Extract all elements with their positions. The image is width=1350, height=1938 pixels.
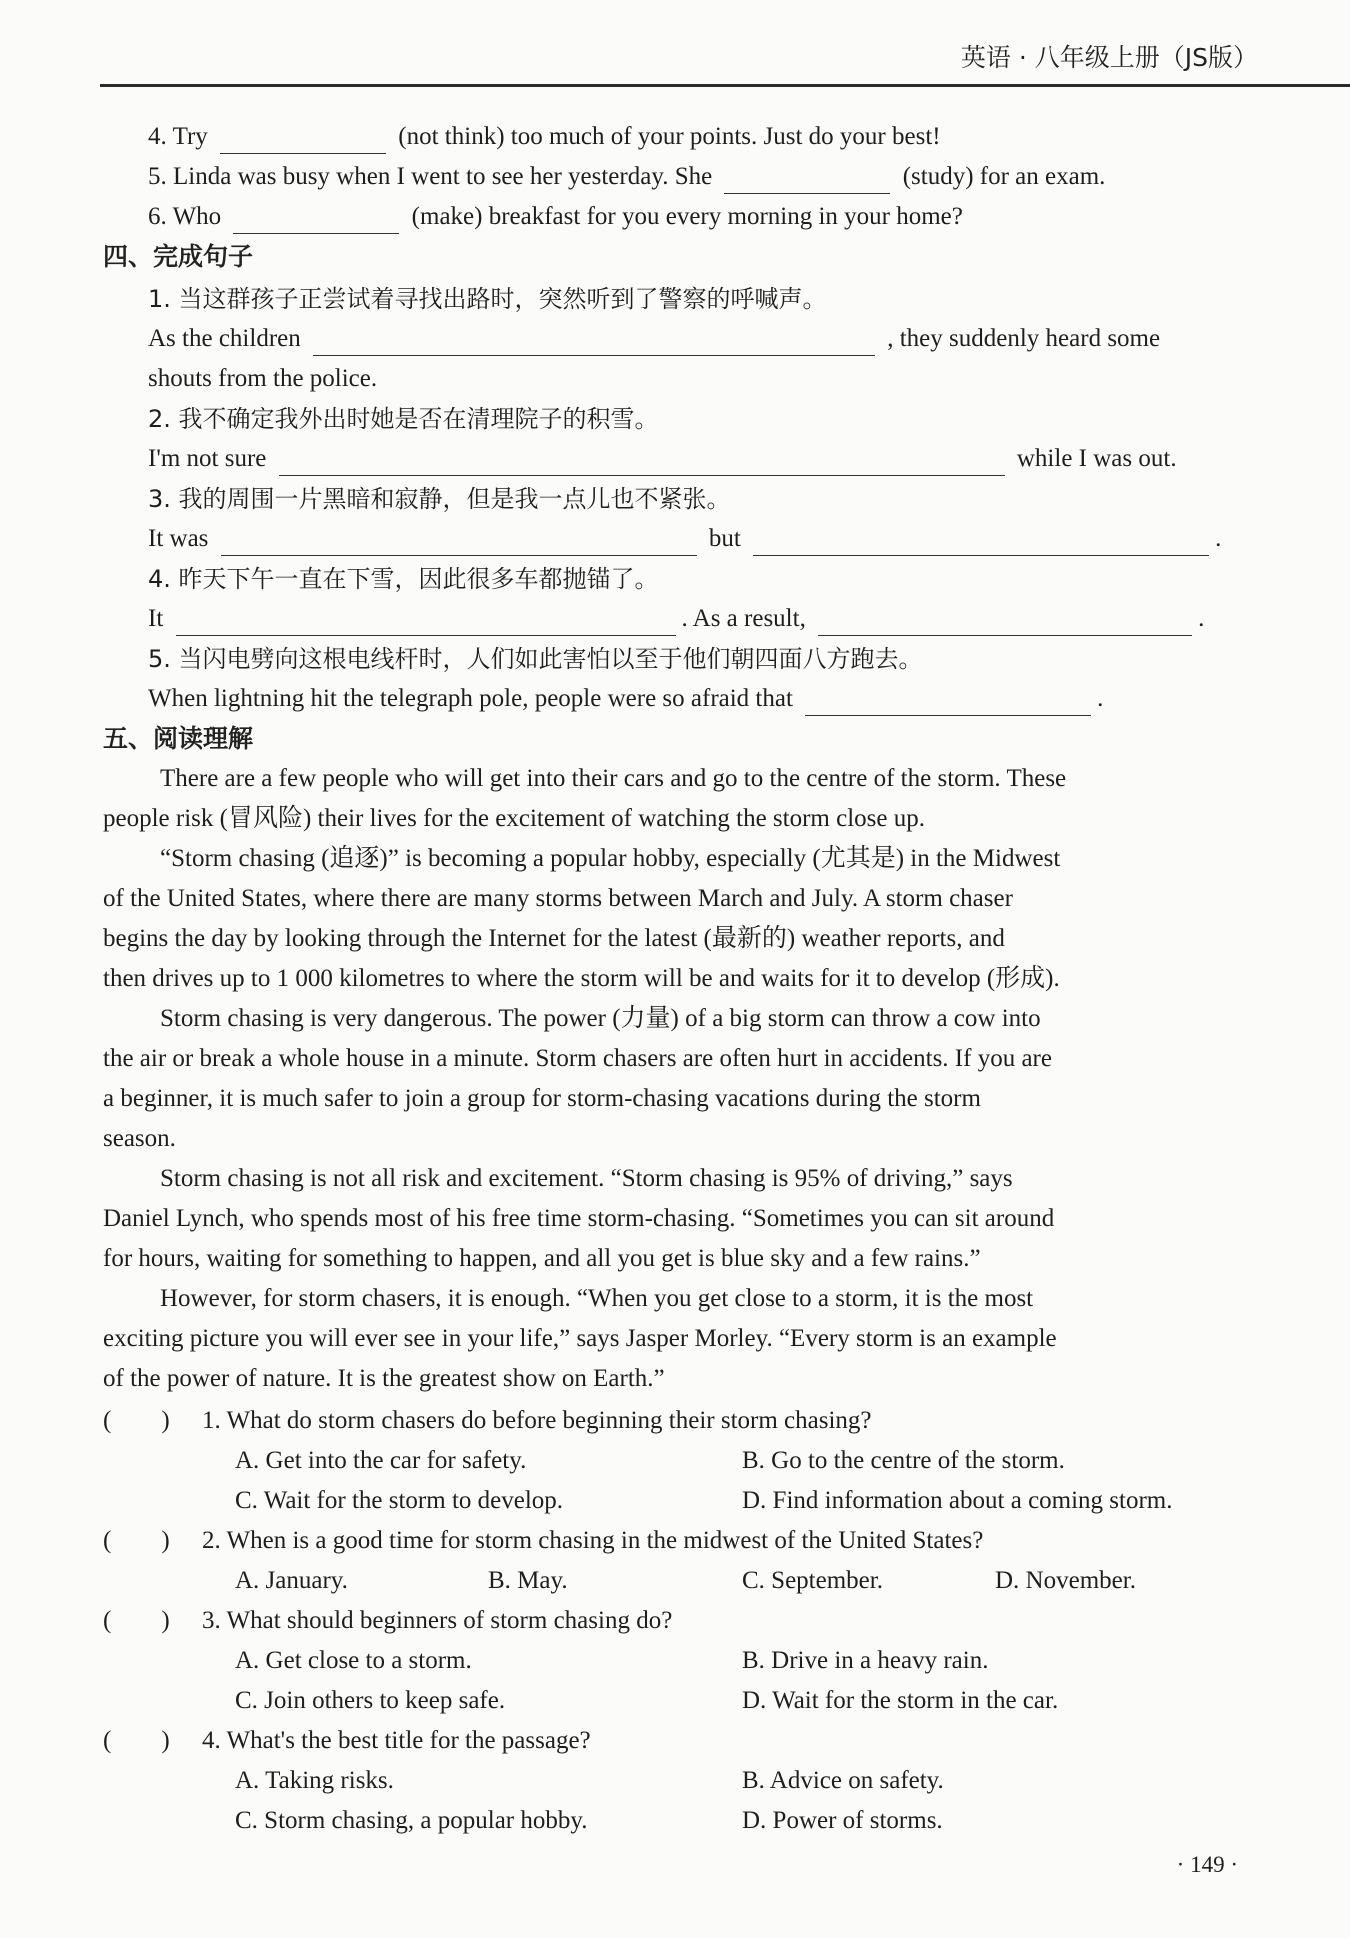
passage-line: season. xyxy=(103,1125,176,1152)
option-b[interactable]: B. Advice on safety. xyxy=(742,1767,944,1794)
sentence-3-english: It was but . xyxy=(148,522,1258,556)
passage-line: There are a few people who will get into their cars and go to the centre of the storm. These xyxy=(160,765,1067,792)
section-5-heading: 五、阅读理解 xyxy=(103,724,254,753)
sentence-4-english: It . As a result, . xyxy=(148,602,1258,636)
sentence-5-chinese: 5. 当闪电劈向这根电线杆时，人们如此害怕以至于他们朝四面八方跑去。 xyxy=(148,645,923,673)
sentence-2-chinese: 2. 我不确定我外出时她是否在清理院子的积雪。 xyxy=(148,405,659,433)
answer-blank[interactable] xyxy=(753,529,1209,556)
answer-blank[interactable] xyxy=(279,449,1005,476)
passage-line: Storm chasing is very dangerous. The power (力量) of a big storm can throw a cow into xyxy=(160,1005,1041,1032)
passage-line: of the United States, where there are many storms between March and July. A storm chaser xyxy=(103,885,1013,912)
passage-line: the air or break a whole house in a minute. Storm chasers are often hurt in accidents. If you are xyxy=(103,1045,1052,1072)
option-d[interactable]: D. Find information about a coming storm. xyxy=(742,1487,1173,1514)
passage-line: exciting picture you will ever see in your life,” says Jasper Morley. “Every storm is an example xyxy=(103,1325,1057,1352)
sentence-5-english: When lightning hit the telegraph pole, people were so afraid that . xyxy=(148,682,1258,716)
answer-blank[interactable] xyxy=(724,167,890,194)
answer-blank[interactable] xyxy=(221,529,697,556)
fill-item-6: 6. Who (make) breakfast for you every morning in your home? xyxy=(148,200,1258,234)
option-a[interactable]: A. January. xyxy=(235,1567,348,1594)
option-b[interactable]: B. Drive in a heavy rain. xyxy=(742,1647,989,1674)
passage-line: However, for storm chasers, it is enough. “When you get close to a storm, it is the most xyxy=(160,1285,1034,1312)
answer-blank[interactable] xyxy=(176,609,676,636)
option-b[interactable]: B. Go to the centre of the storm. xyxy=(742,1447,1065,1474)
sentence-1-english-cont: shouts from the police. xyxy=(148,365,378,392)
option-b[interactable]: B. May. xyxy=(488,1567,568,1594)
fill-item-5: 5. Linda was busy when I went to see her yesterday. She (study) for an exam. xyxy=(148,160,1258,194)
sentence-2-english: I'm not sure while I was out. xyxy=(148,442,1258,476)
option-a[interactable]: A. Get into the car for safety. xyxy=(235,1447,527,1474)
option-c[interactable]: C. September. xyxy=(742,1567,883,1594)
passage-line: for hours, waiting for something to happen, and all you get is blue sky and a few rains.” xyxy=(103,1245,981,1272)
answer-blank[interactable] xyxy=(233,207,399,234)
question-text: 4. What's the best title for the passage? xyxy=(202,1727,591,1754)
answer-bracket[interactable]: ( ) xyxy=(103,1407,170,1434)
answer-blank[interactable] xyxy=(220,127,386,154)
option-d[interactable]: D. Power of storms. xyxy=(742,1807,943,1834)
answer-bracket[interactable]: ( ) xyxy=(103,1607,170,1634)
option-d[interactable]: D. Wait for the storm in the car. xyxy=(742,1687,1059,1714)
passage-line: Storm chasing is not all risk and excitement. “Storm chasing is 95% of driving,” says xyxy=(160,1165,1013,1192)
section-4-heading: 四、完成句子 xyxy=(103,242,254,271)
passage-line: begins the day by looking through the Internet for the latest (最新的) weather reports, and xyxy=(103,925,1005,952)
option-a[interactable]: A. Get close to a storm. xyxy=(235,1647,472,1674)
passage-line: then drives up to 1 000 kilometres to where the storm will be and waits for it to develop (形成). xyxy=(103,965,1060,992)
passage-line: a beginner, it is much safer to join a group for storm-chasing vacations during the storm xyxy=(103,1085,981,1112)
answer-blank[interactable] xyxy=(818,609,1192,636)
question-text: 2. When is a good time for storm chasing in the midwest of the United States? xyxy=(202,1527,984,1554)
option-a[interactable]: A. Taking risks. xyxy=(235,1767,394,1794)
passage-line: of the power of nature. It is the greatest show on Earth.” xyxy=(103,1365,665,1392)
sentence-3-chinese: 3. 我的周围一片黑暗和寂静，但是我一点儿也不紧张。 xyxy=(148,485,731,513)
question-text: 3. What should beginners of storm chasing do? xyxy=(202,1607,673,1634)
passage-line: Daniel Lynch, who spends most of his free time storm-chasing. “Sometimes you can sit around xyxy=(103,1205,1055,1232)
page-header xyxy=(100,28,1350,87)
sentence-1-english: As the children , they suddenly heard some xyxy=(148,322,1258,356)
header-title: 英语 · 八年级上册（JS版） xyxy=(960,43,1258,72)
fill-item-4: 4. Try (not think) too much of your points. Just do your best! xyxy=(148,120,1258,154)
option-d[interactable]: D. November. xyxy=(995,1567,1136,1594)
option-c[interactable]: C. Wait for the storm to develop. xyxy=(235,1487,564,1514)
answer-blank[interactable] xyxy=(313,329,875,356)
sentence-4-chinese: 4. 昨天下午一直在下雪，因此很多车都抛锚了。 xyxy=(148,565,659,593)
answer-bracket[interactable]: ( ) xyxy=(103,1727,170,1754)
option-c[interactable]: C. Join others to keep safe. xyxy=(235,1687,506,1714)
page-number: · 149 · xyxy=(1176,1852,1238,1877)
passage-line: “Storm chasing (追逐)” is becoming a popular hobby, especially (尤其是) in the Midwest xyxy=(160,845,1061,872)
passage-line: people risk (冒风险) their lives for the excitement of watching the storm close up. xyxy=(103,805,925,832)
question-text: 1. What do storm chasers do before beginning their storm chasing? xyxy=(202,1407,872,1434)
answer-blank[interactable] xyxy=(805,689,1091,716)
sentence-1-chinese: 1. 当这群孩子正尝试着寻找出路时，突然听到了警察的呼喊声。 xyxy=(148,285,827,313)
answer-bracket[interactable]: ( ) xyxy=(103,1527,170,1554)
option-c[interactable]: C. Storm chasing, a popular hobby. xyxy=(235,1807,588,1834)
